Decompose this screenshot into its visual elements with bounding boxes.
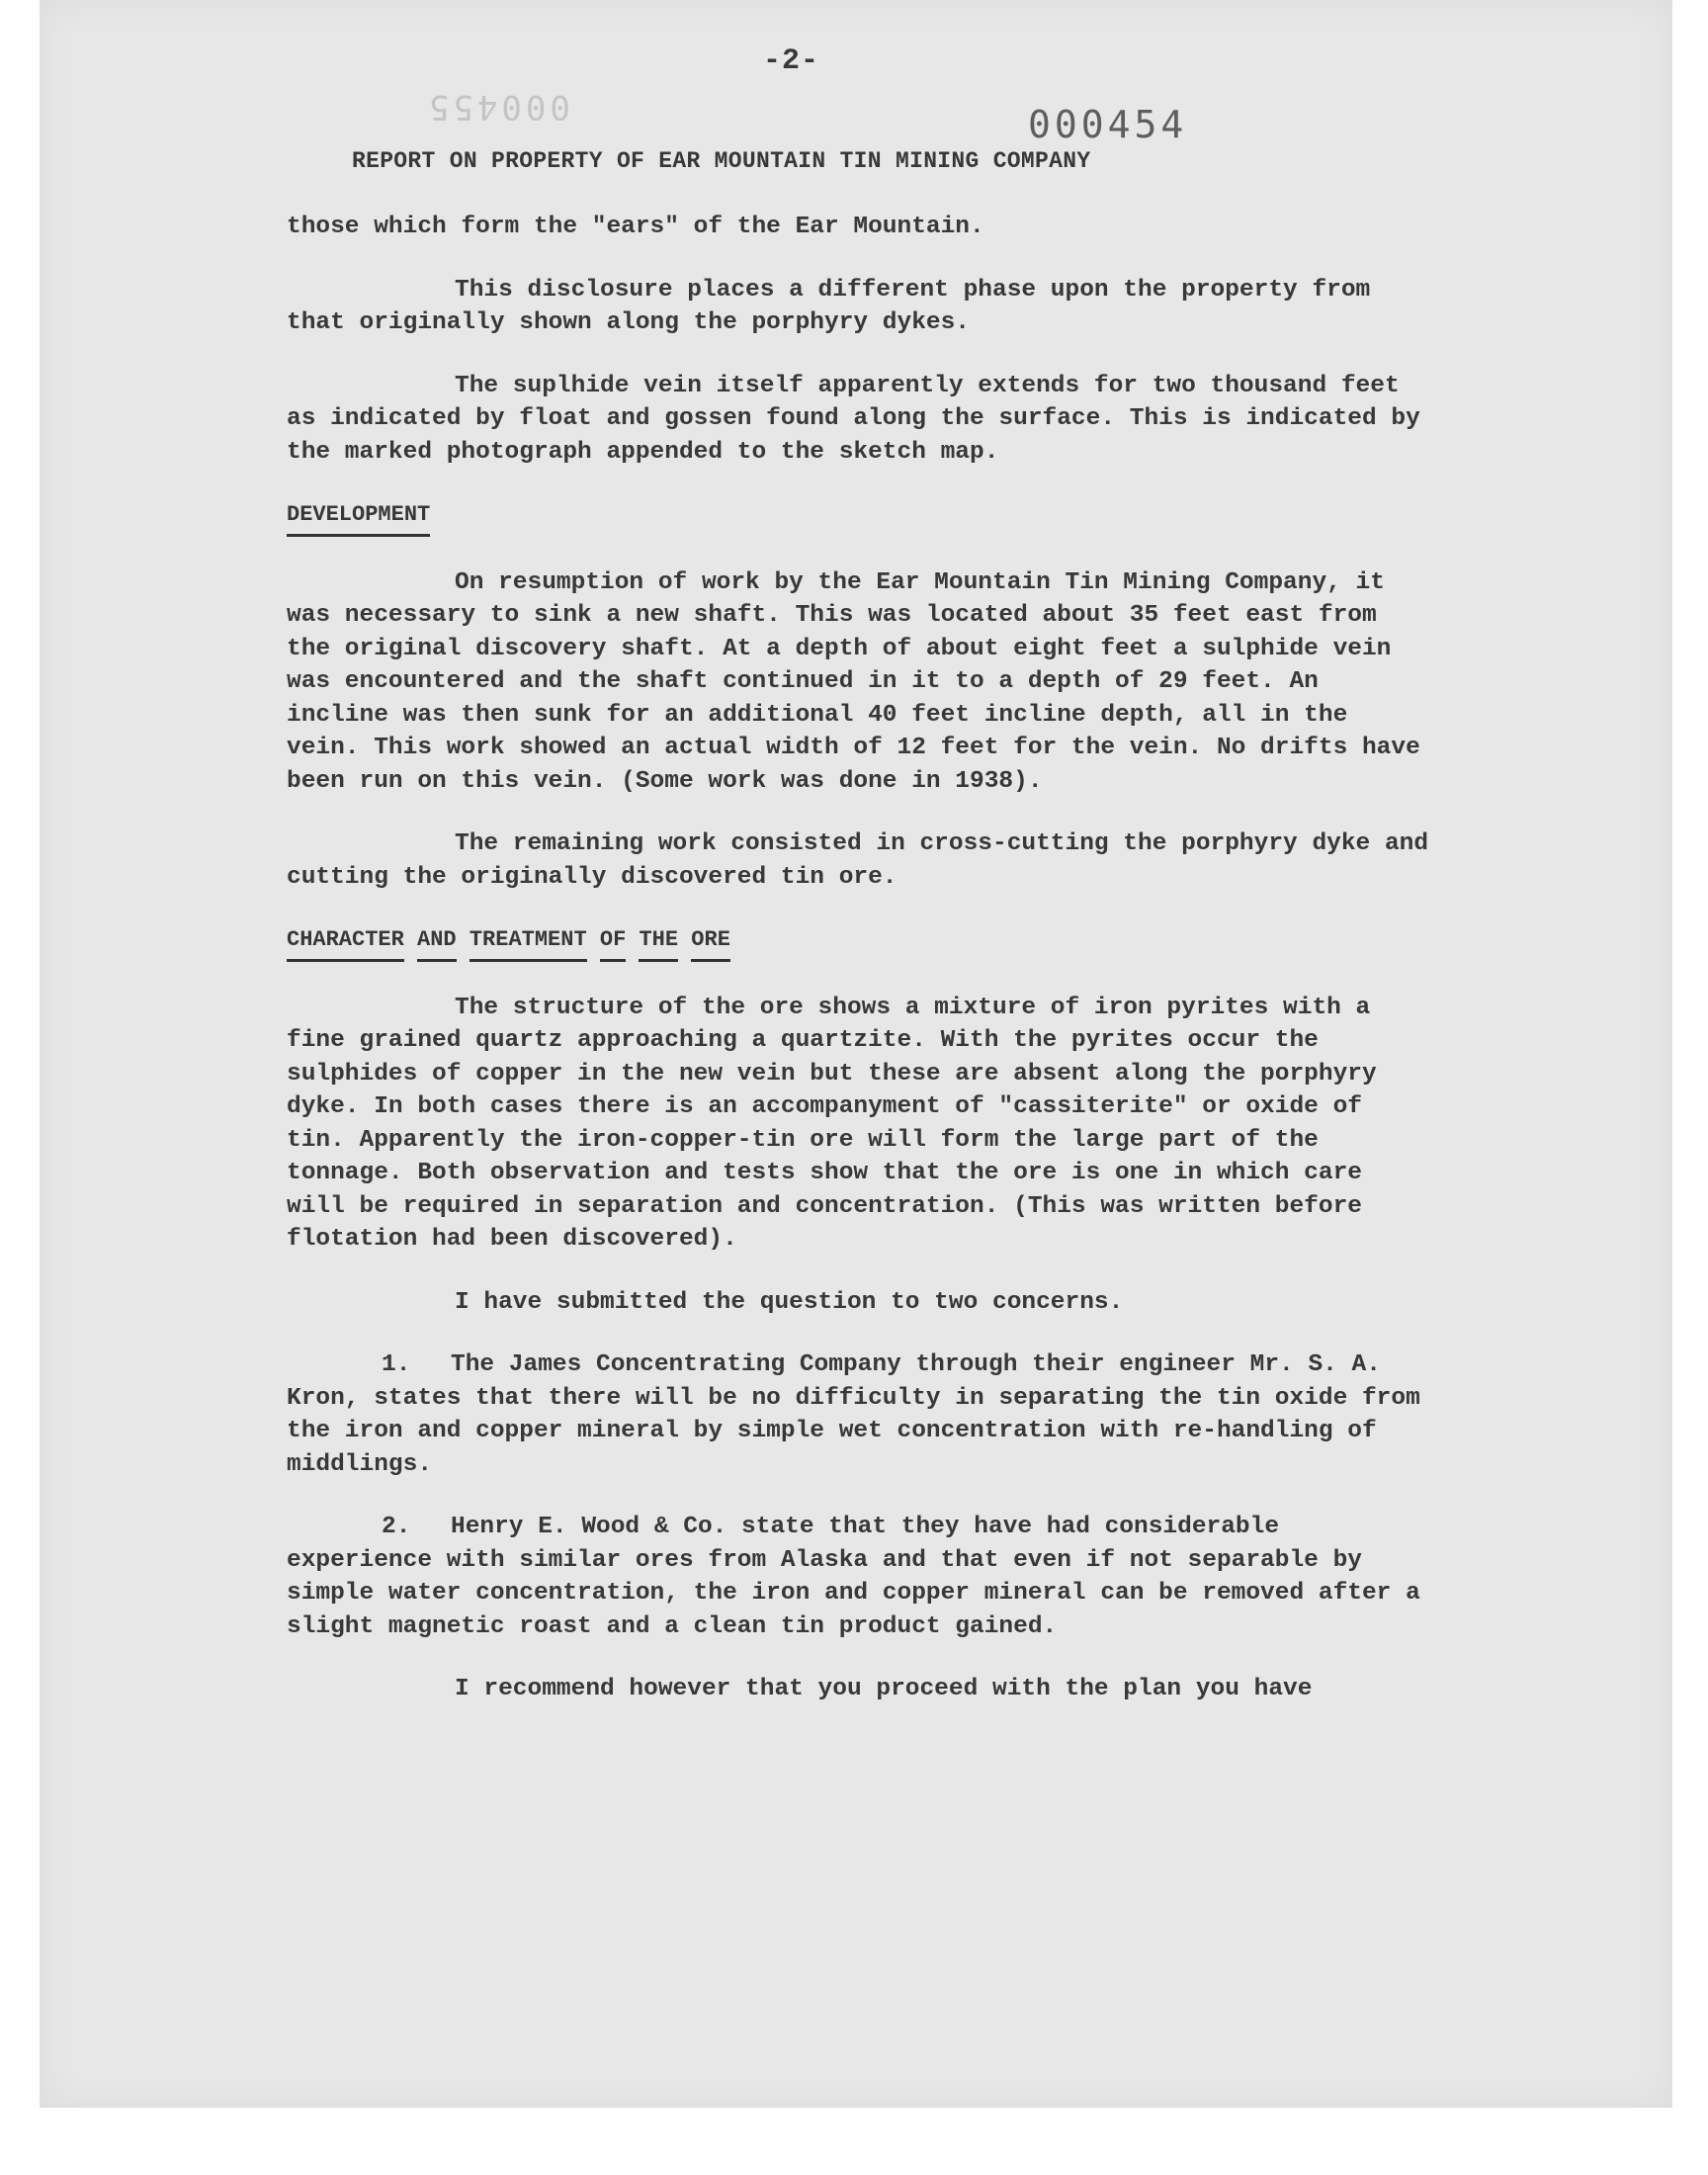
document-title: REPORT ON PROPERTY OF EAR MOUNTAIN TIN MINING COMPANY [352,148,1091,174]
paragraph-ears: those which form the "ears" of the Ear Mountain. [287,214,984,240]
bates-number-stamp: 000454 [1028,103,1188,146]
list-item-1 [287,1348,1433,1481]
development-heading [287,498,1433,537]
paragraph-recommend: I recommend however that you proceed with the plan you have [455,1676,1313,1702]
paragraph-disclosure: This disclosure places a different phase upon the property from that originally shown along the porphyry dykes. [287,276,1371,336]
development-heading-text: DEVELOPMENT [287,498,430,537]
heading-word: TREATMENT [470,923,587,962]
list-item-number: 2. [382,1514,411,1540]
list-item-text: Henry E. Wood & Co. state that they have had considerable experience with similar ores from Alaska and that even if not separable by simple water concentration, the iron and copper mineral can be removed after a slight magnetic roast and a clean tin product gained. [287,1514,1420,1640]
faded-bates-stamp: 000455 [425,87,570,127]
paragraph-sulphide-vein: The suplhide vein itself apparently extends for two thousand feet as indicated by float and gossen found along the surface. This is indicated by the marked photograph appended to the sketch map. [287,372,1420,466]
paragraph-submitted: I have submitted the question to two concerns. [455,1288,1124,1316]
list-item-text: The James Concentrating Company through their engineer Mr. S. A. Kron, states that there will be no difficulty in separating the tin oxide from the iron and copper mineral by simple wet concentration with re-handling of middlings. [287,1351,1420,1478]
heading-word: ORE [691,923,730,962]
character-treatment-heading [287,923,1433,962]
heading-word: OF [600,923,626,962]
document-body [287,211,1433,1736]
heading-word: THE [639,923,678,962]
heading-word: CHARACTER [287,923,404,962]
heading-word: AND [417,923,457,962]
paragraph-ore-structure: The structure of the ore shows a mixture of iron pyrites with a fine grained quartz approaching a quartzite. With the pyrites occur the sulphides of copper in the new vein but these are absent along the porphyry dyke. In both cases there is an accompanyment of "cassiterite" or oxide of tin. Apparently the iron-copper-tin ore will form the large part of the tonnage. Both observation and tests show that the ore is one in which care will be required in separation and concentration. (This was written before flotation had been discovered). [287,994,1377,1253]
list-item-number: 1. [382,1351,411,1378]
list-item-2 [287,1511,1433,1643]
paragraph-development: On resumption of work by the Ear Mountain Tin Mining Company, it was necessary to sink a new shaft. This was located about 35 feet east from the original discovery shaft. At a depth of about eight feet a sulphide vein was encountered and the shaft continued in it to a depth of 29 feet. An incline was then sunk for an additional 40 feet incline depth, all in the vein. This work showed an actual width of 12 feet for the vein. No drifts have been run on this vein. (Some work was done in 1938). [287,568,1420,795]
page-number: -2- [763,44,820,78]
paragraph-remaining-work: The remaining work consisted in cross-cutting the porphyry dyke and cutting the originally discovered tin ore. [287,830,1429,891]
